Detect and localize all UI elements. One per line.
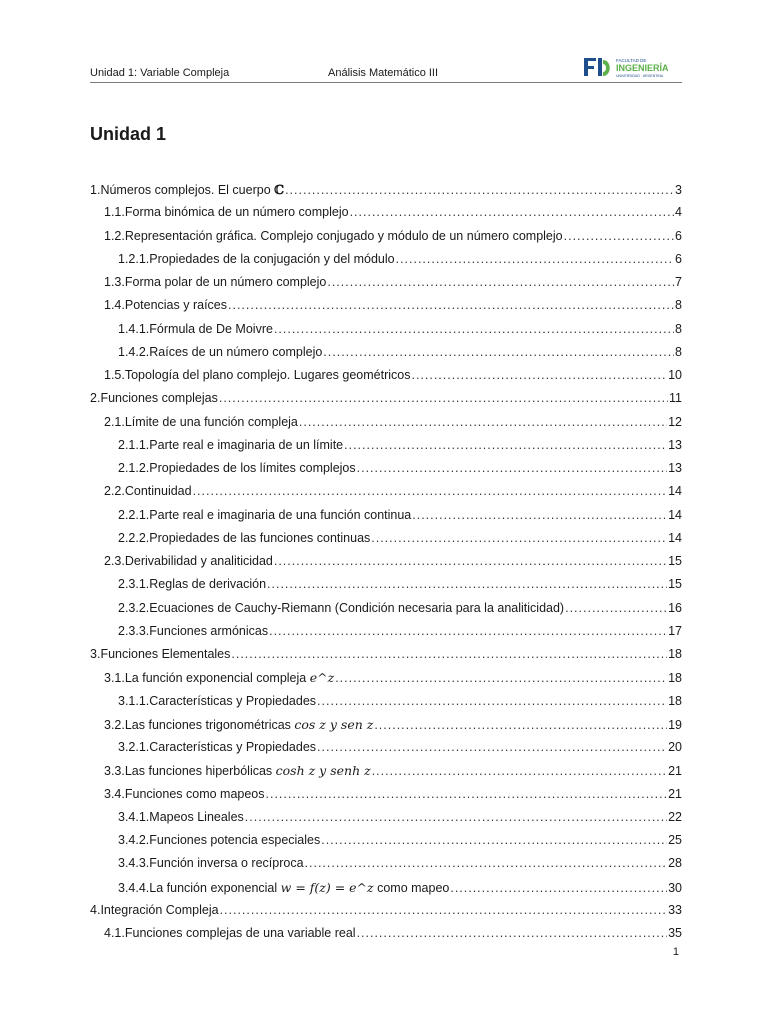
toc-entry-math: e^z: [309, 670, 335, 686]
toc-entry-number: 2.3.2.: [118, 600, 150, 615]
toc-entry-number: 2.1.1.: [118, 437, 150, 452]
header-course-label: Análisis Matemático III: [328, 67, 439, 79]
toc-dot-leader: [350, 201, 674, 224]
toc-entry-text: Funciones complejas: [100, 391, 218, 406]
toc-entry-text: Funciones armónicas: [149, 623, 269, 638]
toc-entry-text: Propiedades de las funciones continuas: [149, 530, 371, 545]
toc-entry-text: Representación gráfica. Complejo conjugado y módulo de un número complejo: [124, 228, 563, 243]
toc-entry-page: 16: [668, 600, 682, 615]
toc-entry-title: [118, 876, 449, 900]
toc-entry-title: [118, 597, 564, 620]
logo-top-text: FACULTAD DE: [616, 58, 647, 63]
toc-entry-text: Funciones complejas de una variable real: [124, 926, 356, 940]
toc-entry[interactable]: [90, 736, 682, 759]
toc-entry-title: [104, 271, 326, 294]
toc-entry-text: Funciones Elementales: [100, 647, 231, 661]
toc-entry-title: [118, 620, 268, 643]
toc-dot-leader: [357, 457, 667, 480]
toc-entry-title: [104, 666, 334, 690]
toc-dot-leader: [220, 899, 668, 922]
toc-entry-text: Propiedades de la conjugación y del módulo: [149, 251, 395, 266]
toc-entry-suffix: como mapeo: [373, 880, 450, 895]
toc-entry-page: 14: [668, 530, 682, 545]
toc-entry[interactable]: [90, 480, 682, 503]
toc-entry-number: 1.2.: [104, 228, 125, 243]
toc-entry-page: 7: [675, 275, 682, 289]
toc-entry[interactable]: [90, 643, 682, 666]
toc-entry[interactable]: [90, 597, 682, 620]
toc-entry-number: 3.3.: [104, 764, 125, 779]
toc-entry-number: 1.4.: [104, 298, 125, 313]
toc-entry-number: 2.: [90, 391, 101, 406]
toc-entry-title: [90, 178, 284, 202]
toc-entry-math: w = f(z) = e^z: [280, 879, 374, 895]
toc-entry[interactable]: [90, 248, 682, 271]
toc-entry[interactable]: [90, 271, 682, 294]
toc-entry-text: La función exponencial: [149, 880, 281, 895]
toc-entry-page: 22: [668, 809, 682, 824]
toc-entry[interactable]: [90, 504, 682, 527]
toc-entry-page: 28: [668, 856, 682, 871]
toc-entry[interactable]: [90, 201, 682, 224]
toc-entry-number: 2.3.3.: [118, 623, 150, 638]
toc-entry-title: [104, 759, 371, 783]
toc-entry[interactable]: [90, 852, 682, 875]
toc-dot-leader: [269, 620, 667, 643]
toc-entry-page: 17: [668, 623, 682, 638]
toc-entry-page: 15: [668, 577, 682, 592]
toc-entry[interactable]: [90, 666, 682, 689]
toc-dot-leader: [228, 294, 674, 317]
toc-entry-title: [104, 364, 410, 387]
toc-dot-leader: [565, 597, 667, 620]
toc-entry-page: 8: [675, 321, 682, 336]
toc-entry[interactable]: [90, 922, 682, 945]
toc-entry-text: Las funciones trigonométricas: [124, 717, 295, 732]
toc-entry-number: 4.1.: [104, 926, 125, 940]
toc-entry-page: 12: [668, 414, 682, 429]
toc-dot-leader: [274, 318, 674, 341]
toc-entry-page: 14: [668, 507, 682, 522]
toc-dot-leader: [372, 760, 667, 783]
toc-entry-page: 25: [668, 833, 682, 847]
toc-dot-leader: [274, 550, 667, 573]
toc-dot-leader: [285, 179, 674, 202]
toc-entry-number: 2.1.: [104, 414, 125, 429]
toc-dot-leader: [267, 573, 667, 596]
toc-entry-text: Características y Propiedades: [149, 740, 317, 754]
toc-entry-text: Límite de una función compleja: [124, 414, 298, 429]
toc-entry-number: 1.5.: [104, 368, 125, 382]
toc-entry-number: 2.2.: [104, 484, 125, 499]
toc-entry-title: [118, 504, 411, 527]
toc-dot-leader: [344, 434, 667, 457]
toc-entry-title: [118, 457, 356, 480]
toc-entry-page: 18: [668, 671, 682, 686]
toc-entry-page: 21: [668, 786, 682, 801]
toc-entry-number: 2.1.2.: [118, 461, 150, 475]
toc-entry-number: 2.3.1.: [118, 577, 150, 592]
toc-entry[interactable]: [90, 457, 682, 480]
toc-entry[interactable]: [90, 620, 682, 643]
toc-dot-leader: [327, 271, 674, 294]
toc-entry-title: [118, 852, 304, 875]
toc-dot-leader: [299, 411, 667, 434]
toc-entry-text: Reglas de derivación: [149, 577, 267, 592]
toc-entry-page: 19: [668, 717, 682, 732]
header-unit-label: Unidad 1: Variable Compleja: [90, 67, 230, 79]
toc-entry-math: cosh z y senh z: [275, 763, 371, 779]
logo-main-text: INGENIERÍA: [616, 63, 669, 73]
toc-entry-number: 3.1.1.: [118, 693, 150, 708]
toc-dot-leader: [245, 806, 667, 829]
toc-entry-page: 8: [675, 298, 682, 313]
toc-entry-number: 3.4.1.: [118, 809, 150, 824]
toc-entry-page: 18: [668, 647, 682, 661]
toc-entry[interactable]: [90, 806, 682, 829]
toc-entry-number: 4.: [90, 902, 101, 917]
toc-entry-page: 6: [675, 228, 682, 243]
toc-entry-text: Funciones potencia especiales: [149, 833, 321, 847]
toc-dot-leader: [266, 783, 668, 806]
toc-entry-title: [90, 387, 218, 410]
toc-entry-text: Mapeos Lineales: [149, 809, 244, 824]
toc-entry-number: 3.4.3.: [118, 856, 150, 871]
toc-dot-leader: [317, 736, 667, 759]
toc-entry-text: Funciones como mapeos: [124, 786, 265, 801]
toc-entry-number: 1.4.2.: [118, 344, 150, 359]
toc-entry-title: [104, 480, 192, 503]
toc-entry-title: [118, 829, 320, 852]
toc-entry[interactable]: [90, 341, 682, 364]
toc-entry-number: 1.2.1.: [118, 251, 150, 266]
toc-entry-text: Parte real e imaginaria de una función continua: [149, 507, 412, 522]
toc-entry-text: Forma polar de un número complejo: [124, 275, 327, 289]
toc-entry-page: 13: [668, 461, 682, 475]
toc-entry[interactable]: [90, 294, 682, 317]
toc-entry-text: Continuidad: [124, 484, 192, 499]
toc-entry[interactable]: [90, 387, 682, 410]
toc-entry-page: 20: [668, 740, 682, 754]
toc-entry-text: Topología del plano complejo. Lugares geométricos: [124, 368, 411, 382]
toc-entry-page: 35: [668, 926, 682, 940]
toc-entry-title: [118, 806, 244, 829]
toc-entry[interactable]: [90, 318, 682, 341]
toc-entry-title: [118, 736, 316, 759]
toc-dot-leader: [317, 690, 667, 713]
toc-entry-page: 13: [668, 437, 682, 452]
toc-entry[interactable]: [90, 759, 682, 782]
toc-dot-leader: [321, 829, 667, 852]
toc-entry[interactable]: [90, 690, 682, 713]
toc-entry-number: 3.2.: [104, 717, 125, 732]
toc-entry-number: 1.3.: [104, 275, 125, 289]
toc-entry-page: 3: [675, 183, 682, 197]
toc-entry[interactable]: [90, 364, 682, 387]
toc-entry-number: 3.1.: [104, 671, 125, 686]
toc-entry-page: 6: [675, 251, 682, 266]
table-of-contents: [90, 178, 682, 945]
toc-entry-title: [90, 643, 230, 666]
toc-entry-text: La función exponencial compleja: [124, 671, 310, 686]
toc-entry-page: 33: [668, 902, 682, 917]
header-divider: [90, 82, 682, 83]
toc-entry-title: [104, 201, 349, 224]
toc-entry-math: cos z y sen z: [294, 716, 374, 732]
toc-dot-leader: [396, 248, 674, 271]
toc-entry[interactable]: [90, 573, 682, 596]
toc-entry[interactable]: [90, 178, 682, 201]
toc-entry[interactable]: [90, 783, 682, 806]
toc-entry-number: 3.2.1.: [118, 740, 150, 754]
faculty-logo: [582, 54, 678, 80]
toc-entry-text: Características y Propiedades: [149, 693, 317, 708]
toc-dot-leader: [305, 852, 668, 875]
toc-entry-math: ℂ: [274, 182, 285, 197]
toc-entry-number: 1.4.1.: [118, 321, 150, 336]
toc-entry-text: Parte real e imaginaria de un límite: [149, 437, 344, 452]
toc-entry-number: 3.4.4.: [118, 880, 150, 895]
toc-entry-title: [90, 899, 219, 922]
toc-entry-text: Las funciones hiperbólicas: [124, 764, 276, 779]
toc-entry-number: 1.1.: [104, 205, 125, 220]
toc-entry-title: [104, 922, 356, 945]
toc-entry-number: 2.2.2.: [118, 530, 150, 545]
toc-entry-number: 2.3.: [104, 554, 125, 568]
toc-entry-text: Función inversa o recíproca: [149, 856, 304, 871]
toc-entry-title: [118, 248, 395, 271]
toc-entry-title: [118, 573, 266, 596]
toc-entry-text: Fórmula de De Moivre: [149, 321, 273, 336]
toc-entry-page: 21: [668, 764, 682, 779]
toc-entry-number: 3.4.: [104, 786, 125, 801]
toc-entry-text: Números complejos. El cuerpo: [100, 183, 275, 197]
toc-entry-page: 15: [668, 554, 682, 568]
toc-entry-number: 1.: [90, 183, 101, 197]
page-number: 1: [672, 946, 679, 958]
toc-entry-text: Derivabilidad y analiticidad: [124, 554, 273, 568]
toc-entry-text: Propiedades de los límites complejos: [149, 461, 356, 475]
toc-entry-title: [104, 783, 265, 806]
toc-dot-leader: [357, 922, 668, 945]
toc-dot-leader: [564, 225, 674, 248]
toc-dot-leader: [335, 667, 667, 690]
toc-entry[interactable]: [90, 225, 682, 248]
toc-entry-text: Ecuaciones de Cauchy-Riemann (Condición necesaria para la analiticidad): [149, 600, 565, 615]
toc-entry[interactable]: [90, 876, 682, 899]
toc-entry-title: [118, 434, 343, 457]
toc-entry[interactable]: [90, 899, 682, 922]
toc-entry-title: [104, 550, 273, 573]
toc-entry[interactable]: [90, 829, 682, 852]
toc-entry-text: Forma binómica de un número complejo: [124, 205, 349, 220]
toc-dot-leader: [323, 341, 674, 364]
toc-dot-leader: [219, 387, 668, 410]
toc-entry[interactable]: [90, 411, 682, 434]
toc-entry-text: Raíces de un número complejo: [149, 344, 323, 359]
toc-dot-leader: [371, 527, 667, 550]
toc-entry-page: 30: [668, 880, 682, 895]
page-title: Unidad 1: [90, 124, 167, 144]
toc-entry-title: [104, 713, 373, 737]
toc-entry-page: 8: [675, 344, 682, 359]
toc-entry-title: [118, 527, 370, 550]
toc-dot-leader: [412, 504, 667, 527]
toc-entry-title: [118, 341, 322, 364]
toc-entry-text: Potencias y raíces: [124, 298, 227, 313]
toc-entry-page: 10: [668, 368, 682, 382]
toc-entry-number: 2.2.1.: [118, 507, 150, 522]
toc-dot-leader: [374, 714, 667, 737]
toc-entry-page: 4: [675, 205, 682, 220]
toc-entry-text: Integración Compleja: [100, 902, 219, 917]
toc-entry-title: [104, 411, 298, 434]
toc-entry-title: [104, 225, 563, 248]
toc-entry-number: 3.4.2.: [118, 833, 150, 847]
toc-entry[interactable]: [90, 713, 682, 736]
toc-dot-leader: [450, 877, 667, 900]
logo-sub-text: UNIVERSIDAD · ARGENTINA: [616, 74, 664, 78]
toc-entry[interactable]: [90, 527, 682, 550]
toc-entry-title: [118, 690, 316, 713]
toc-dot-leader: [231, 643, 667, 666]
toc-dot-leader: [411, 364, 667, 387]
toc-entry-page: 14: [668, 484, 682, 499]
toc-entry-page: 18: [668, 693, 682, 708]
toc-dot-leader: [193, 480, 668, 503]
toc-entry-page: 11: [669, 391, 682, 406]
page-header: [90, 48, 682, 82]
toc-entry-number: 3.: [90, 647, 101, 661]
toc-entry-title: [118, 318, 273, 341]
toc-entry-title: [104, 294, 227, 317]
toc-entry[interactable]: [90, 550, 682, 573]
toc-entry[interactable]: [90, 434, 682, 457]
